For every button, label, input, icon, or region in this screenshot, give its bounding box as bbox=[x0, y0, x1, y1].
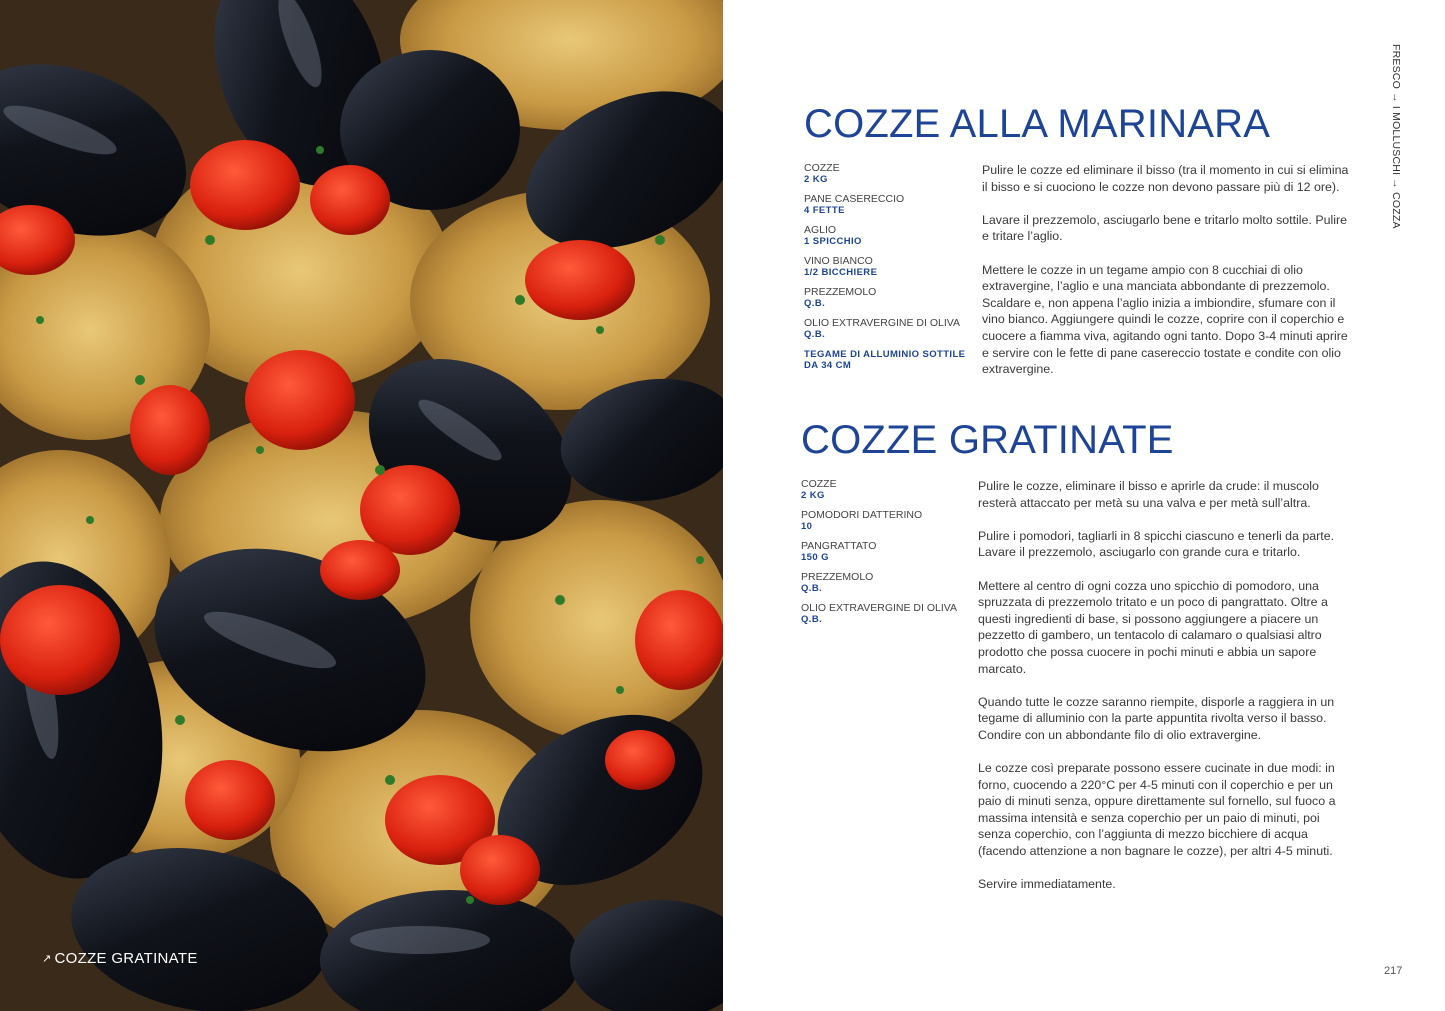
ingredient-quantity: 1 SPICCHIO bbox=[804, 236, 862, 247]
page-number: 217 bbox=[1384, 965, 1403, 977]
ingredient-item bbox=[804, 318, 969, 340]
ingredient-list-gratinate bbox=[801, 479, 966, 634]
ingredient-quantity: 150 G bbox=[801, 552, 829, 563]
ingredient-name: VINO BIANCO bbox=[804, 255, 873, 267]
recipe-step: Servire immediatamente. bbox=[978, 877, 1116, 892]
recipe-step: Pulire le cozze ed eliminare il bisso (tra il momento in cui si elimina il bisso e si cuociono le cozze non devono passare più di 12 ore). bbox=[982, 163, 1349, 194]
ingredient-name: PANE CASERECCIO bbox=[804, 193, 905, 205]
ingredient-quantity: 4 FETTE bbox=[804, 205, 845, 216]
ingredient-name: COZZE bbox=[801, 478, 837, 490]
steps-gratinate bbox=[978, 478, 1350, 909]
ingredient-quantity: Q.B. bbox=[804, 298, 826, 309]
ingredient-name: COZZE bbox=[804, 162, 840, 174]
recipe-title-cozze-alla-marinara: COZZE ALLA MARINARA bbox=[804, 102, 1271, 146]
ingredient-item bbox=[801, 541, 966, 563]
ingredient-name: OLIO EXTRAVERGINE DI OLIVA bbox=[804, 317, 960, 329]
ingredient-list-marinara bbox=[804, 163, 969, 371]
ingredient-item bbox=[804, 256, 969, 278]
recipe-step: Mettere al centro di ogni cozza uno spicchio di pomodoro, una spruzzata di prezzemolo tritato e un poco di pangrattato. Oltre a questi ingredienti di base, si possono aggiungere a piacere un pezzetto di gambero, un tentacolo di calamaro o qualsiasi altro prodotto che possa cuocere in pochi minuti e abbia un sapore marcato. bbox=[978, 578, 1328, 676]
ingredient-name: POMODORI DATTERINO bbox=[801, 509, 923, 521]
recipe-step: Le cozze così preparate possono essere cucinate in due modi: in forno, cuocendo a 220°C per 4-5 minuti con il coperchio e per un paio di minuti senza, oppure direttamente sul fornello, sul fuoco a massima intensità e senza coperchio per un paio di minuti, poi senza coperchio, con l’aggiunta di mezzo bicchiere di acqua (facendo attenzione a non bagnare le cozze), per altri 4-5 minuti. bbox=[978, 761, 1336, 859]
ingredient-item bbox=[804, 163, 969, 185]
ingredient-quantity: 10 bbox=[801, 521, 813, 532]
recipe-step: Quando tutte le cozze saranno riempite, disporle a raggiera in un tegame di alluminio con la parte appuntita rivolta verso il basso. Condire con un abbondante filo di olio extravergine. bbox=[978, 694, 1335, 742]
ingredient-item bbox=[801, 479, 966, 501]
ingredient-quantity: Q.B. bbox=[804, 329, 826, 340]
recipe-step: Lavare il prezzemolo, asciugarlo bene e tritarlo molto sottile. Pulire e tritare l’aglio. bbox=[982, 212, 1348, 244]
ingredient-name: PANGRATTATO bbox=[801, 540, 877, 552]
ingredient-name: AGLIO bbox=[804, 224, 837, 236]
ingredient-quantity: 1/2 BICCHIERE bbox=[804, 267, 878, 278]
running-head: FRESCO → I MOLLUSCHI → COZZA bbox=[1390, 44, 1402, 229]
ingredient-item bbox=[801, 603, 966, 625]
ingredient-quantity: 2 KG bbox=[801, 490, 825, 501]
ingredient-item bbox=[801, 572, 966, 594]
ingredient-item bbox=[804, 287, 969, 309]
arrow-up-right-icon: ↗ bbox=[42, 953, 52, 965]
ingredient-item bbox=[801, 510, 966, 532]
recipe-step: Pulire le cozze, eliminare il bisso e aprirle da crude: il muscolo resterà attaccato per metà su una valva e per metà sull’altra. bbox=[978, 479, 1319, 510]
cookware-note: TEGAME DI ALLUMINIO SOTTILE DA 34 CM bbox=[804, 349, 966, 371]
recipe-step: Mettere le cozze in un tegame ampio con 8 cucchiai di olio extravergine, l’aglio e una manciata abbondante di prezzemolo. Scaldare e, non appena l’aglio inizia a imbiondire, sfumare con il vino bianco. Aggiungere quindi le cozze, coprire con il coperchio e cuocere a fiamma viva, agitando ogni tanto. Dopo 3-4 minuti aprire e servire con le fette di pane casereccio tostate e condite con olio extravergine. bbox=[982, 262, 1348, 377]
recipe-title-cozze-gratinate: COZZE GRATINATE bbox=[801, 418, 1174, 462]
ingredient-name: PREZZEMOLO bbox=[804, 286, 877, 298]
ingredient-item bbox=[804, 225, 969, 247]
steps-marinara bbox=[982, 162, 1354, 394]
ingredient-quantity: 2 KG bbox=[804, 174, 828, 185]
ingredient-quantity: Q.B. bbox=[801, 583, 823, 594]
photo-caption bbox=[42, 950, 198, 967]
photo-caption-text: COZZE GRATINATE bbox=[54, 950, 198, 967]
ingredient-name: OLIO EXTRAVERGINE DI OLIVA bbox=[801, 602, 957, 614]
recipe-step: Pulire i pomodori, tagliarli in 8 spicchi ciascuno e tenerli da parte. Lavare il prezzemolo, asciugarlo con grande cura e tritarlo. bbox=[978, 528, 1335, 560]
ingredient-name: PREZZEMOLO bbox=[801, 571, 874, 583]
ingredient-item bbox=[804, 194, 969, 216]
ingredient-quantity: Q.B. bbox=[801, 614, 823, 625]
